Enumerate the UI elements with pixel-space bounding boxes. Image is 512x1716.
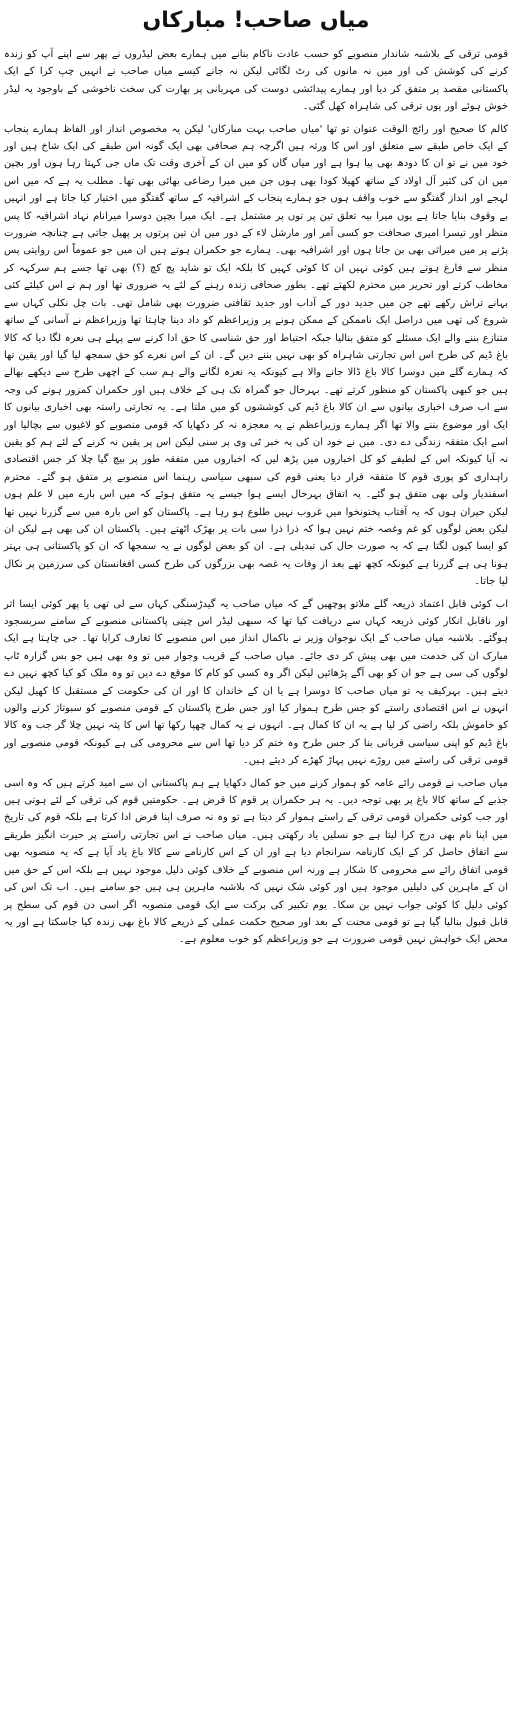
paragraph-3: اب کوئی قابل اعتماد ذریعہ گلے ملاتو پوچھیں گے کہ میاں صاحب یہ گیدڑسنگی کہاں سے لی تھی یا پھر کوئی ایسا اثر اور ناقابل انکار کوئی ذریعہ کہاں سے دریافت کیا تھا کہ سبھی لیڈر اس چینی پاکستانی منصوبے کے سامنے سربسجود ہوگئے۔ بلاشبہ میاں صاحب کے ایک نوجوان وزیر نے باکمال انداز میں اس منصوبے کا تعارف کرایا تھا۔ جی چاہتا ہے ایک مبارک ان کی خدمت میں بھی پیش کر دی جائے۔ میاں صاحب کے قریب وجوار میں تو وہ بھی ہیں جو بس گزارہ ٹاپ لوگوں کی سی ہے جو ان کو بھی آگے پڑھائیں لیکن اگر وہ کسی کو کام کا موقع دے دیں تو وہ ملک کو کیا کچھ نہیں دے دیتے ہیں۔ بہرکیف یہ تو میاں صاحب کا دوسرا ہے یا ان کے خاندان کا اور ان کی حکومت کے مستقبل کا کھیل لیکن انہوں نے اس اقتصادی راستے کو جس طرح ہموار کیا اور جس طرح پاکستان کے قومی منصوبے کو سبوتاژ کرنے والوں کو خاموش بلکہ راضی کر لیا ہے یہ ان کا کمال ہے۔ انہوں نے یہ کمال چھپا رکھا تھا اس کا پتہ نہیں چلا گر جب وہ کالا باغ ڈیم کو اپنی سیاسی قربانی بنا کر جس طرح وہ ختم کر دیا تھا اس سے محرومی کی ہے کیونکہ قومی منصوبے اور قومی ترقی کی راستے میں روڑے نہیں پہاڑ کھڑے کر دیئے ہیں۔ [4,598,508,767]
column-body [4,46,508,949]
paragraph-1: قومی ترقی کے بلاشبہ شاندار منصوبے کو حسب عادت ناکام بنانے میں ہمارے بعض لیڈروں نے پھر سے اپنے آپ کو زندہ کرنے کی کوشش کی اور میں نہ مانوں کی رٹ لگائی لیکن نہ جانے کیسے میاں صاحب نے انہیں چپ کرا کے ایک پاکستانی مقصد پر متفق کر دیا اور ہمارے پیدائشی دوست کی مہربانی پر بھارت کی سخت ناخوشی کے باوجود یہ لیڈر خوش ہوئے اور یوں ترقی کی شاہراہ کھل گئی۔ [4,49,508,113]
column-headline: میاں صاحب! مبارکاں [142,8,370,33]
paragraph-4: میاں صاحب نے قومی رائے عامہ کو ہموار کرنے میں جو کمال دکھایا ہے ہم پاکستانی ان سے امید کرتے ہیں کہ وہ اسی جذبے کے ساتھ کالا باغ پر بھی توجہ دیں۔ یہ ہر حکمران پر قوم کا قرض ہے۔ حکومتیں قوم کی ترقی کے لئے ہوتی ہیں اور جب کوئی حکمران قومی ترقی کے راستے ہموار کر دیتا ہے تو وہ نہ صرف اپنا فرض ادا کرتا ہے بلکہ قوم کی تاریخ میں اپنا نام بھی درج کرا لیتا ہے جو نسلیں یاد رکھتی ہیں۔ میاں صاحب نے اس تجارتی راستے پر حیرت انگیز طریقے سے اتفاق حاصل کر کے ایک کارنامہ سرانجام دیا ہے اور ان کے اس کارنامے سے کالا باغ یاد آیا ہے کہ یہ منصوبہ بھی قومی اتفاق رائے سے محرومی کا شکار ہے ورنہ اس منصوبے کے خلاف کوئی دلیل موجود نہیں ہے بلکہ اس کے حق میں ان کے ماہرین کی دلیلیں موجود ہیں اور کوئی شک نہیں کہ بلاشبہ ماہرین ہی ہیں جو سامنے ہیں۔ اب تک اس کی کوئی دلیل کا کوئی جواب نہیں بن سکا۔ یوم تکبیر کی برکت سے ایک قومی منصوبہ اگر اسی دن قوم کی سطح پر قابل قبول بنالیا گیا ہے تو قومی محنت کے بعد اور صحیح حکمت عملی کے ذریعے کالا باغ بھی زندہ کیا جاسکتا ہے اور یہ محض ایک خواہش نہیں قومی ضرورت ہے جو وزیراعظم کو خوب معلوم ہے۔ [4,777,508,946]
paragraph-2: کالم کا صحیح اور رائج الوقت عنوان تو تھا 'میاں صاحب بہت مبارکاں' لیکن یہ مخصوص انداز اور الفاظ ہمارے پنجاب کے ایک خاص طبقے سے متعلق اور اس کا ورثہ ہیں اگرچہ ہم صحافی بھی ایک گونہ اس طبقے کی ایک شاخ ہیں اور خود میں نے تو ان کا دودھ بھی پیا ہوا ہے اور میاں گاں کو میں ان کے آخری وقت تک ماں جی کہتا رہا ہوں اور بچپن میں ان کی کثیر آل اولاد کے ساتھ کھیلا کودا بھی ہوں جن میں میرا رضاعی بھائی بھی تھا۔ مطلب یہ ہے کہ میں اس لہجے اور انداز گفتگو سے خوب واقف ہوں جو ہمارے پنجاب کے اشرافیہ کے ساتھ گفتگو میں اختیار کیا جاتا ہے اور انہیں بے وقوف بنایا جاتا ہے یوں میرا بیہ تعلق تین پر توں پر مشتمل ہے۔ ایک میرا بچپن دوسرا میرانام نہاد اشرافیہ کا پس منظر اور تیسرا امیری صحافت جو کسی آمر اور مارشل لاء کے دور میں ان تین پرتوں پر پھیل جاتی ہے چنانچہ ضرورت پڑنے پر میں میراثی بھی بن جاتا ہوں اور اشرافیہ بھی۔ ہمارے جو حکمران ہوتے ہیں ان میں جو عموماً اس روایتی پس منظر سے فارغ ہوتے ہیں کوئی نہیں ان کا کوئی کہیں کا بلکہ ایک تو شاید پچ کچ (؟) بھی تھا جسے ہم سرکہہ کر مخاطب کرتے اور تحریر میں محترم لکھتے تھے۔ بطور صحافی زندہ رہنے کے لئے یہ ضروری تھا اور ہم نے اس کیلئے کئی بہانے تراش رکھے تھے جن میں جدید دور کے آداب اور جدید ثقافتی ضرورت بھی شامل تھی۔ بات چل نکلی کہاں سے شروع کی تھی میں دراصل ایک ناممکن کے ممکن ہونے پر وزیراعظم کو داد دینا چاہتا تھا وزیراعظم نے آسانی کے ساتھ متنازع بننے والے ایک مسئلے کو متفق بنالیا جبکہ احتیاط اور حق شناسی کا حق ادا کرنے سے پہلے ہی نعرہ لگا دیا کہ کالا باغ ڈیم کی طرح اس اس تجارتی شاہراہ کو بھی نہیں بننے دیں گے۔ ان کے اس نعرے کو حق سمجھ لیا گیا اور یقین تھا کہ ہمارے گلے میں دوسرا کالا باغ ڈالا جانے والا ہے کیونکہ یہ نعرہ لگانے والے ہم سب کے اچھی طرح سے دیکھے بھالے ہیں جو کبھی پاکستان کو منظور کرتے تھے۔ بہرحال جو گمراہ تک ہی کے خلاف ہیں اور حکمران کمزور ہونے کی وجہ سے اب صرف اخباری بیانوں سے ان کالا باغ ڈیم کی کوششوں کو میں ملتا ہے۔ یہ تجارتی راستہ بھی اخباری بیانوں کا ایک اور موضوع بننے والا تھا اگر ہمارے وزیراعظم نے یہ معجزہ نہ کر دکھایا کہ قومی منصوبے کو لاغیوں سے بچالیا اور اسے ایک متفقہ زندگی دے دی۔ میں نے خود ان کی یہ خبر ٹی وی پر سنی لیکن اس پر یقین نہ کرنے کے لئے ہم کو یقین نہ آیا کیونکہ اس کے لطیفے کو کل اخباروں میں پڑھ لیں کہ اخباروں میں متفقہ طور پر بیچ گیا چلا کر جس اقتصادی راہداری کو پوری قوم کا متفقہ قرار دیا یعنی قوم کی سبھی سیاسی رہنما اس منصوبے پر متفق ہو گئے۔ محترم اسفندیار ولی بھی متفق ہو گئے۔ یہ اتفاق بہرحال ایسے ہوا جیسے یہ متفق ہوئے کہ میں اس بارے میں لا علم ہوں لیکن حیران ہوں کہ یہ آفتاب پختونخوا میں غروب نہیں طلوع ہو رہا ہے۔ پاکستان کو اس بارہ میں سے گزرنا نہیں تھا لیکن بعض لوگوں کو غم وغصہ ختم نہیں ہوا کہ ذرا ذرا سی بات پر بھڑک اٹھتے ہیں۔ پاکستان ان کی بھی ہے لیکن ان کو ایسا کیوں لگتا ہے کہ یہ صورت حال کی تبدیلی ہے۔ ان کو بعض لوگوں نے یہ سمجھا کہ ان کو پاکستانی ہی بہتر ہونا ہی ہے گزرنا ہے کیونکہ کچھ تھے بعد از وفات یہ غصہ بھی بزرگوں کی طرح کسی افغانستان کی سرزمین پر نکال لیا جاتا۔ [4,123,508,588]
